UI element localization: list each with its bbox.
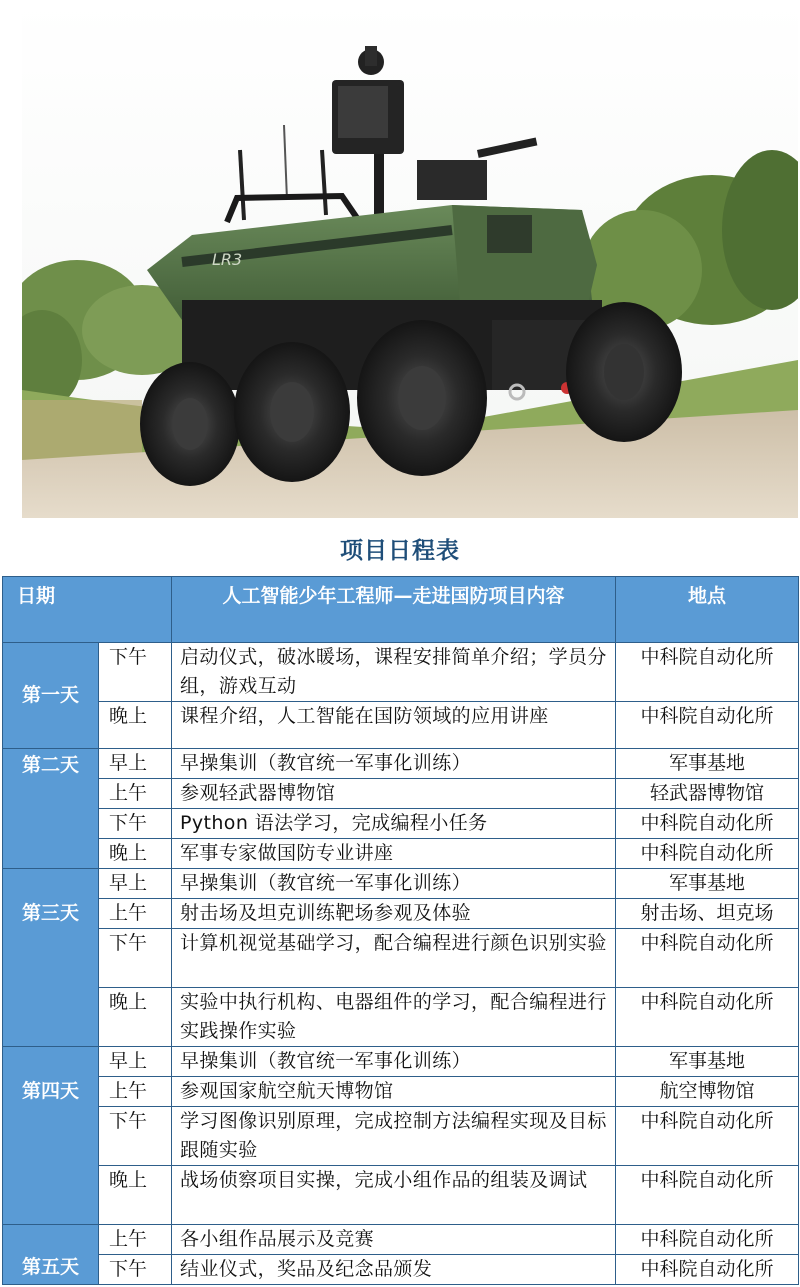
- session-content: 启动仪式，破冰暖场，课程安排简单介绍；学员分组，游戏互动: [172, 643, 616, 702]
- day-label: 第三天: [3, 869, 99, 1047]
- session-content: 军事专家做国防专业讲座: [172, 839, 616, 869]
- day-label: 第一天: [3, 643, 99, 749]
- day-label: 第四天: [3, 1047, 99, 1225]
- table-row: [3, 1255, 799, 1285]
- session-location: 射击场、坦克场: [616, 899, 799, 929]
- table-row: [3, 839, 799, 869]
- table-header-row: [3, 577, 799, 643]
- table-row: [3, 779, 799, 809]
- table-row: [3, 988, 799, 1047]
- table-row: [3, 929, 799, 988]
- vehicle-marking-text: LR3: [212, 250, 243, 269]
- day-label: 第二天: [3, 749, 99, 869]
- table-row: [3, 899, 799, 929]
- session-content: 参观国家航空航天博物馆: [172, 1077, 616, 1107]
- time-slot: 上午: [99, 899, 172, 929]
- time-slot: 早上: [99, 1047, 172, 1077]
- session-content: 早操集训（教官统一军事化训练）: [172, 1047, 616, 1077]
- session-location: 军事基地: [616, 749, 799, 779]
- time-slot: 下午: [99, 929, 172, 988]
- header-content: 人工智能少年工程师—走进国防项目内容: [172, 577, 616, 643]
- session-location: 中科院自动化所: [616, 702, 799, 749]
- time-slot: 晚上: [99, 702, 172, 749]
- table-row: [3, 809, 799, 839]
- time-slot: 下午: [99, 1255, 172, 1285]
- time-slot: 上午: [99, 779, 172, 809]
- session-content: 早操集训（教官统一军事化训练）: [172, 869, 616, 899]
- time-slot: 下午: [99, 643, 172, 702]
- session-location: 中科院自动化所: [616, 1107, 799, 1166]
- table-row: [3, 1107, 799, 1166]
- robot-vehicle-illustration: [22, 0, 798, 518]
- session-content: 计算机视觉基础学习，配合编程进行颜色识别实验: [172, 929, 616, 988]
- time-slot: 晚上: [99, 988, 172, 1047]
- time-slot: 下午: [99, 1107, 172, 1166]
- session-location: 航空博物馆: [616, 1077, 799, 1107]
- table-row: [3, 1225, 799, 1255]
- session-location: 中科院自动化所: [616, 1225, 799, 1255]
- time-slot: 早上: [99, 869, 172, 899]
- session-content: 射击场及坦克训练靶场参观及体验: [172, 899, 616, 929]
- session-content: Python 语法学习，完成编程小任务: [172, 809, 616, 839]
- session-location: 中科院自动化所: [616, 929, 799, 988]
- session-location: 轻武器博物馆: [616, 779, 799, 809]
- session-content: 战场侦察项目实操，完成小组作品的组装及调试: [172, 1166, 616, 1225]
- session-location: 军事基地: [616, 869, 799, 899]
- header-location: 地点: [616, 577, 799, 643]
- time-slot: 上午: [99, 1225, 172, 1255]
- session-location: 中科院自动化所: [616, 1255, 799, 1285]
- session-content: 实验中执行机构、电器组件的学习，配合编程进行实践操作实验: [172, 988, 616, 1047]
- table-row: [3, 702, 799, 749]
- time-slot: 下午: [99, 809, 172, 839]
- session-content: 结业仪式，奖品及纪念品颁发: [172, 1255, 616, 1285]
- header-date: 日期: [3, 577, 172, 643]
- session-content: 学习图像识别原理，完成控制方法编程实现及目标跟随实验: [172, 1107, 616, 1166]
- session-location: 中科院自动化所: [616, 839, 799, 869]
- page-title: 项目日程表: [340, 538, 460, 564]
- table-row: [3, 869, 799, 899]
- session-location: 军事基地: [616, 1047, 799, 1077]
- time-slot: 上午: [99, 1077, 172, 1107]
- time-slot: 晚上: [99, 1166, 172, 1225]
- session-location: 中科院自动化所: [616, 1166, 799, 1225]
- time-slot: 早上: [99, 749, 172, 779]
- session-location: 中科院自动化所: [616, 809, 799, 839]
- table-row: [3, 749, 799, 779]
- session-content: 各小组作品展示及竞赛: [172, 1225, 616, 1255]
- session-location: 中科院自动化所: [616, 988, 799, 1047]
- time-slot: 晚上: [99, 839, 172, 869]
- hero-image: [22, 0, 798, 518]
- session-content: 早操集训（教官统一军事化训练）: [172, 749, 616, 779]
- session-location: 中科院自动化所: [616, 643, 799, 702]
- table-row: [3, 643, 799, 702]
- schedule-table: [2, 576, 799, 1285]
- table-row: [3, 1166, 799, 1225]
- table-row: [3, 1077, 799, 1107]
- day-label: 第五天: [3, 1225, 99, 1285]
- session-content: 课程介绍，人工智能在国防领域的应用讲座: [172, 702, 616, 749]
- table-row: [3, 1047, 799, 1077]
- session-content: 参观轻武器博物馆: [172, 779, 616, 809]
